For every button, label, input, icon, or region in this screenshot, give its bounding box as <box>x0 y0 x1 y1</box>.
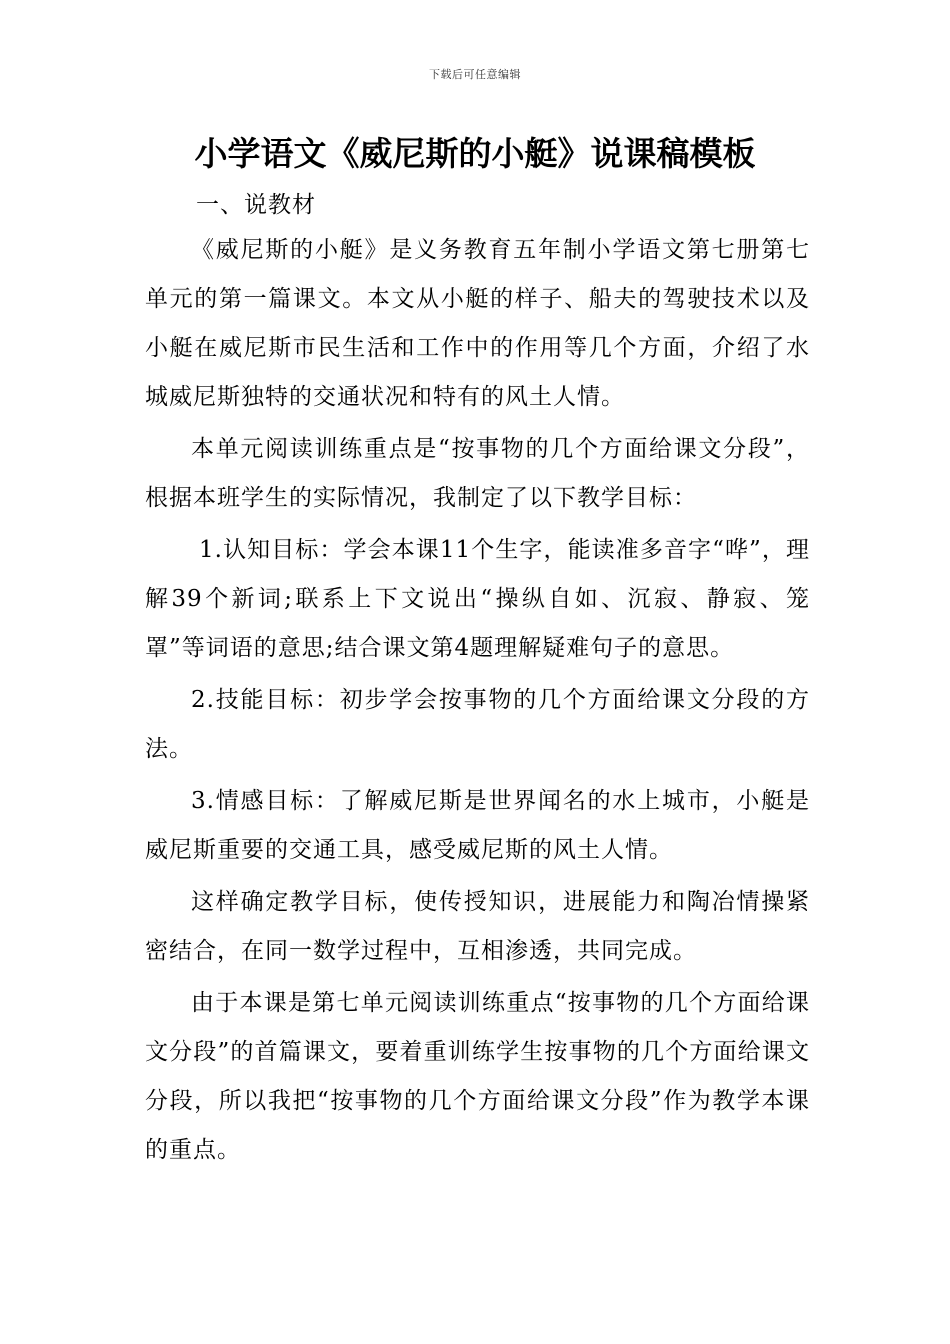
document-title: 小学语文《威尼斯的小艇》说课稿模板 <box>194 134 756 173</box>
paragraph-unit-focus: 本单元阅读训练重点是“按事物的几个方面给课文分段”，根据本班学生的实际情况，我制定了以下教学目标： <box>145 436 810 511</box>
paragraph-skill-goal: 2.技能目标：初步学会按事物的几个方面给课文分段的方法。 <box>145 687 810 762</box>
paragraph-cognitive-goal: 1.认知目标：学会本课11个生字，能读准多音字“哗”，理解39个新词;联系上下文说出“操纵自如、沉寂、静寂、笼罩”等词语的意思;结合课文第4题理解疑难句子的意思。 <box>145 537 810 661</box>
paragraph-emotional-goal: 3.情感目标：了解威尼斯是世界闻名的水上城市，小艇是威尼斯重要的交通工具，感受威尼斯的风土人情。 <box>145 788 810 863</box>
header-note: 下载后可任意编辑 <box>429 68 521 81</box>
paragraph-key-point: 由于本课是第七单元阅读训练重点“按事物的几个方面给课文分段”的首篇课文，要着重训练学生按事物的几个方面给课文分段，所以我把“按事物的几个方面给课文分段”作为教学本课的重点。 <box>145 990 810 1163</box>
paragraph-textbook-intro: 《威尼斯的小艇》是义务教育五年制小学语文第七册第七单元的第一篇课文。本文从小艇的样子、船夫的驾驶技术以及小艇在威尼斯市民生活和工作中的作用等几个方面，介绍了水城威尼斯独特的交通状况和特有的风土人情。 <box>145 237 810 410</box>
paragraph-goal-rationale: 这样确定教学目标，使传授知识，进展能力和陶冶情操紧密结合，在同一数学过程中，互相渗透，共同完成。 <box>145 889 810 964</box>
section-heading: 一、说教材 <box>196 192 316 218</box>
document-body <box>145 226 810 1178</box>
